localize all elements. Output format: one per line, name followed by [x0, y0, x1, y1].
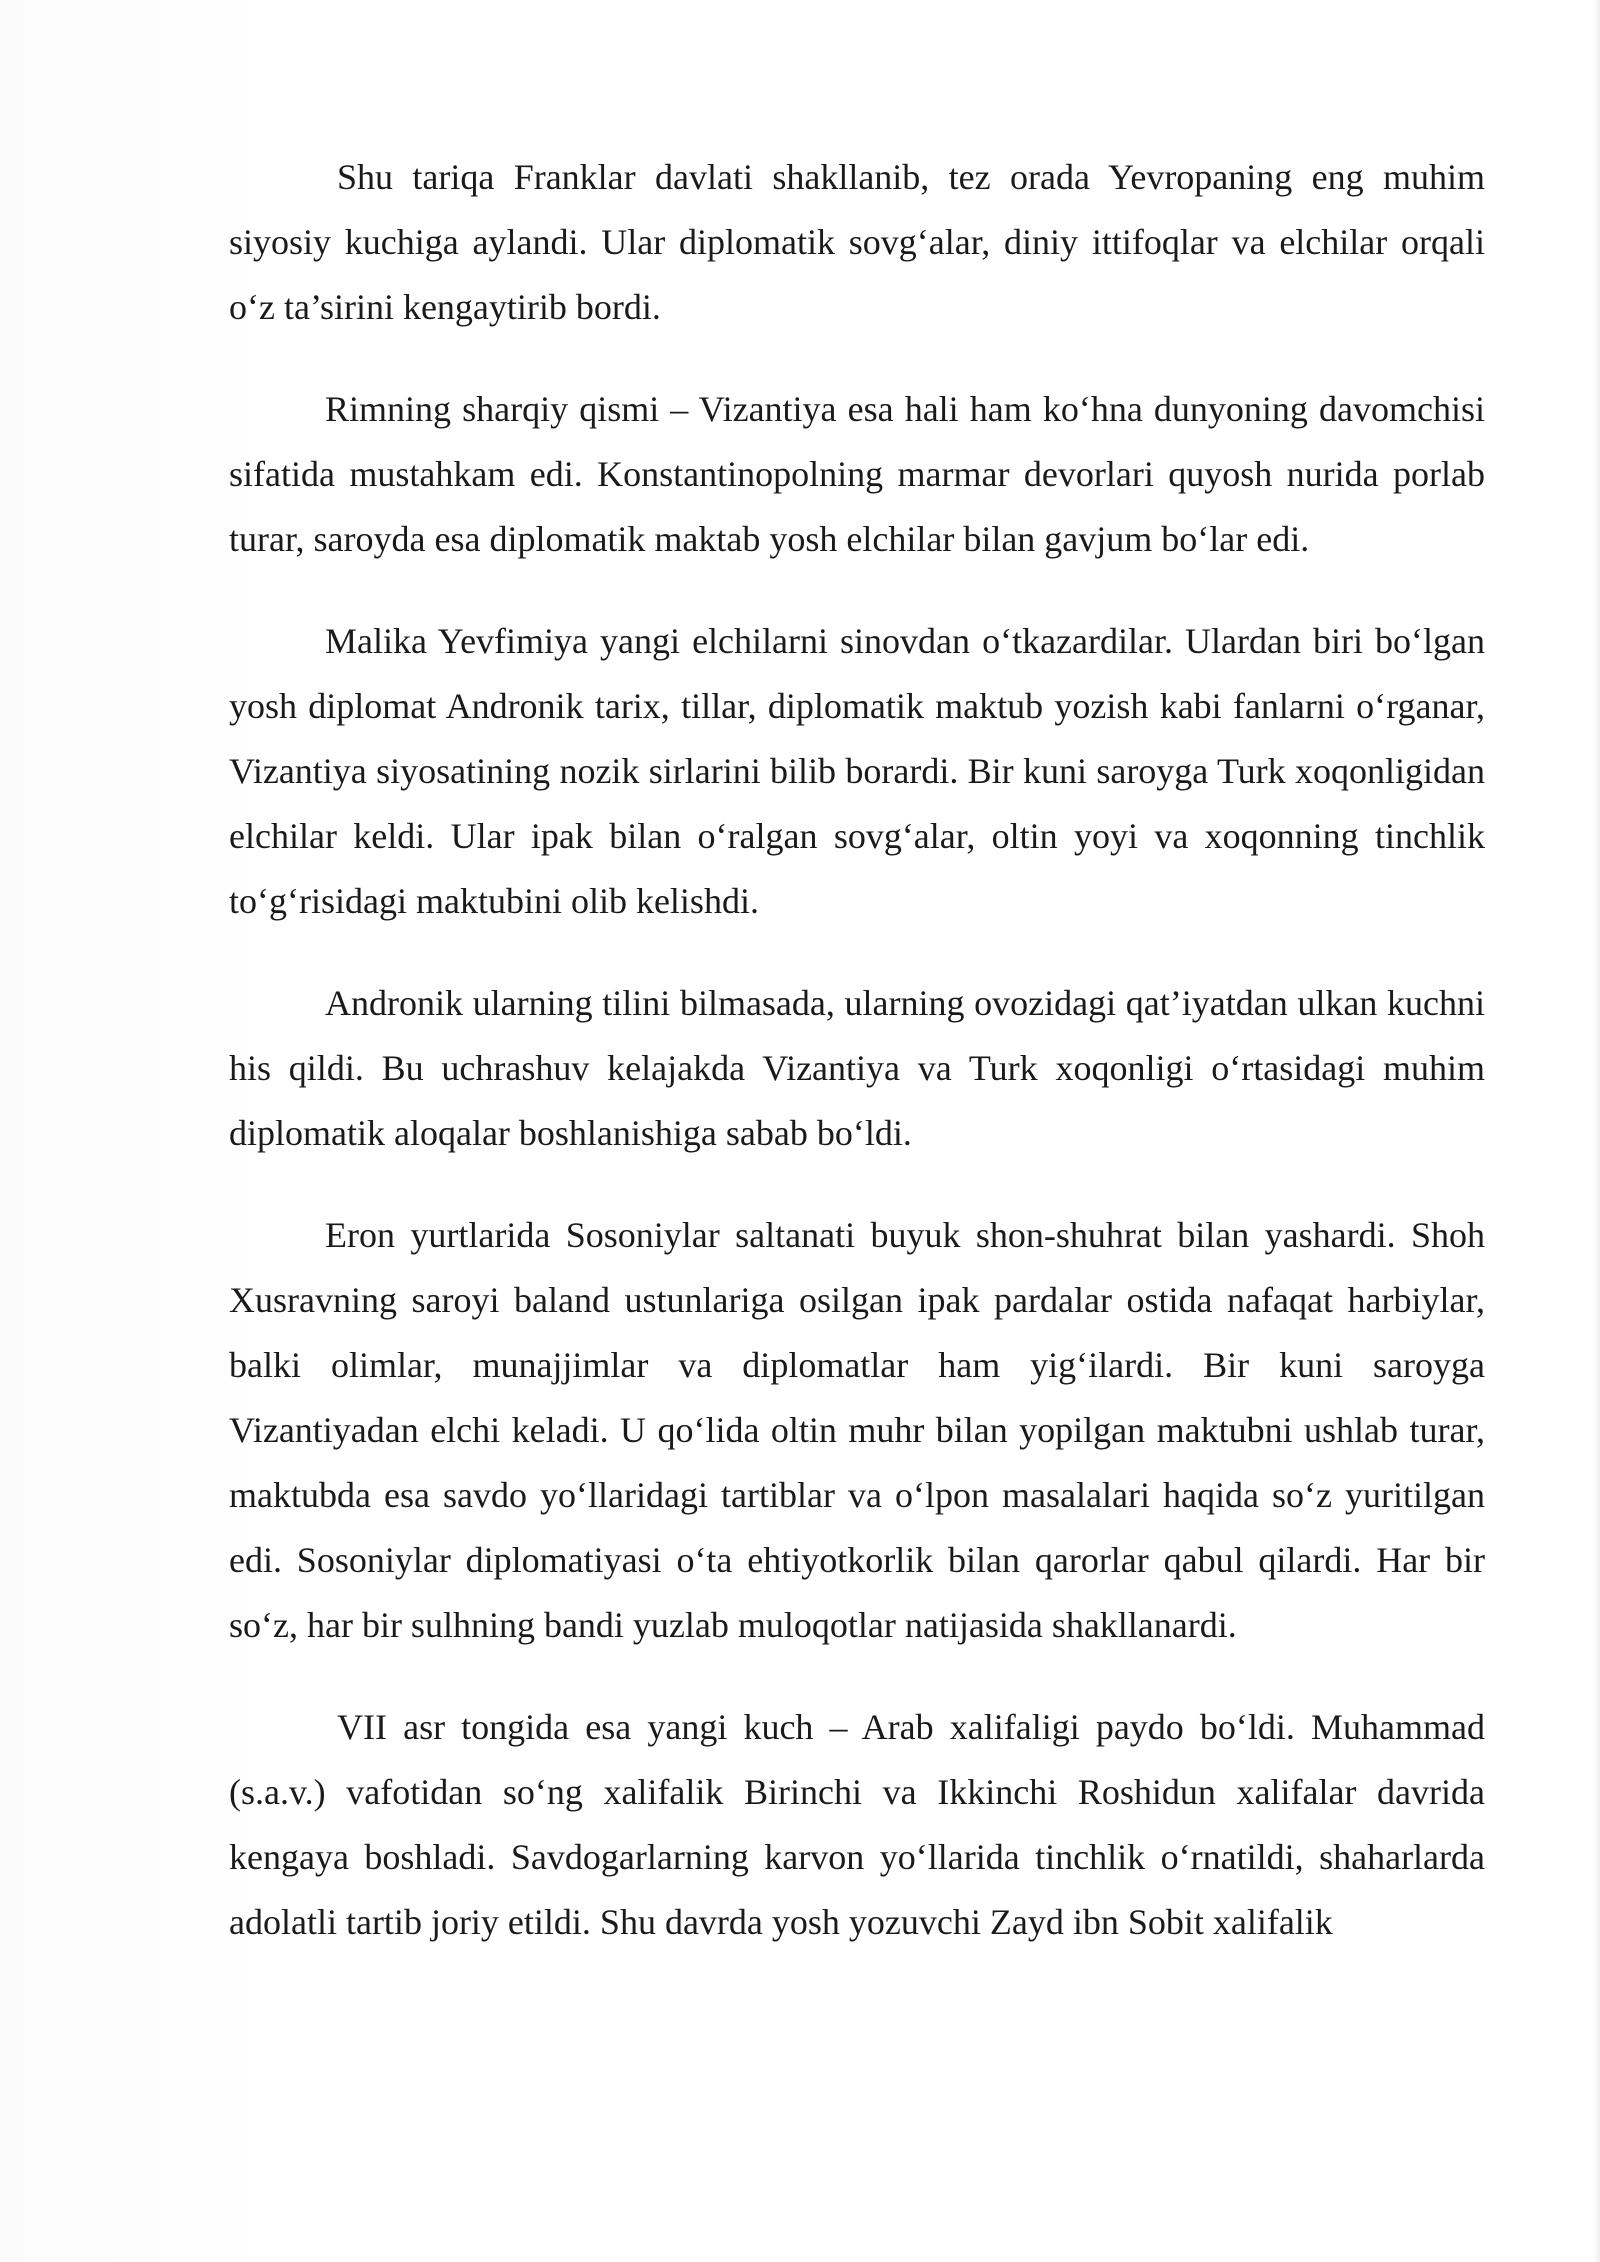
paragraph-andronik: Andronik ularning tilini bilmasada, ularning ovozidagi qat’iyatdan ulkan kuchni his qildi. Bu uchrashuv kelajakda Vizantiya va Turk xoqonligi o‘rtasidagi muhim diplomatik aloqalar boshlanishiga sabab bo‘ldi. — [229, 983, 1485, 1153]
paragraph-sasanians: Eron yurtlarida Sosoniylar saltanati buyuk shon-shuhrat bilan yashardi. Shoh Xusravning saroyi baland ustunlariga osilgan ipak pardalar ostida nafaqat harbiylar, balki olimlar, munajjimlar va diplomatlar ham yig‘ilardi. Bir kuni saroyga Vizantiyadan elchi keladi. U qo‘lida oltin muhr bilan yopilgan maktubni ushlab turar, maktubda esa savdo yo‘llaridagi tartiblar va o‘lpon masalalari haqida so‘z yuritilgan edi. Sosoniylar diplomatiyasi o‘ta ehtiyotkorlik bilan qarorlar qabul qilardi. Har bir so‘z, har bir sulhning bandi yuzlab muloqotlar natijasida shakllanardi. — [229, 1215, 1485, 1645]
paragraph-franks: Shu tariqa Franklar davlati shakllanib, tez orada Yevropaning eng muhim siyosiy kuchiga aylandi. Ular diplomatik sovg‘alar, diniy ittifoqlar va elchilar orqali o‘z ta’sirini kengaytirib bordi. — [229, 157, 1485, 327]
paragraph-yevfimiya: Malika Yevfimiya yangi elchilarni sinovdan o‘tkazardilar. Ulardan biri bo‘lgan yosh diplomat Andronik tarix, tillar, diplomatik maktub yozish kabi fanlarni o‘rganar, Vizantiya siyosatining nozik sirlarini bilib borardi. Bir kuni saroyga Turk xoqonligidan elchilar keldi. Ular ipak bilan o‘ralgan sovg‘alar, oltin yoyi va xoqonning tinchlik to‘g‘risidagi maktubini olib kelishdi. — [229, 621, 1485, 921]
document-body — [229, 145, 1485, 1992]
paragraph-arab-caliphate: VII asr tongida esa yangi kuch – Arab xalifaligi paydo bo‘ldi. Muhammad (s.a.v.) vafotidan so‘ng xalifalik Birinchi va Ikkinchi Roshidun xalifalar davrida kengaya boshladi. Savdogarlarning karvon yo‘llarida tinchlik o‘rnatildi, shaharlarda adolatli tartib joriy etildi. Shu davrda yosh yozuvchi Zayd ibn Sobit xalifalik — [229, 1707, 1485, 1942]
page-edge-shadow — [1594, 0, 1600, 2262]
paragraph-byzantium: Rimning sharqiy qismi – Vizantiya esa hali ham ko‘hna dunyoning davomchisi sifatida mustahkam edi. Konstantinopolning marmar devorlari quyosh nurida porlab turar, saroyda esa diplomatik maktab yosh elchilar bilan gavjum bo‘lar edi. — [229, 389, 1485, 559]
